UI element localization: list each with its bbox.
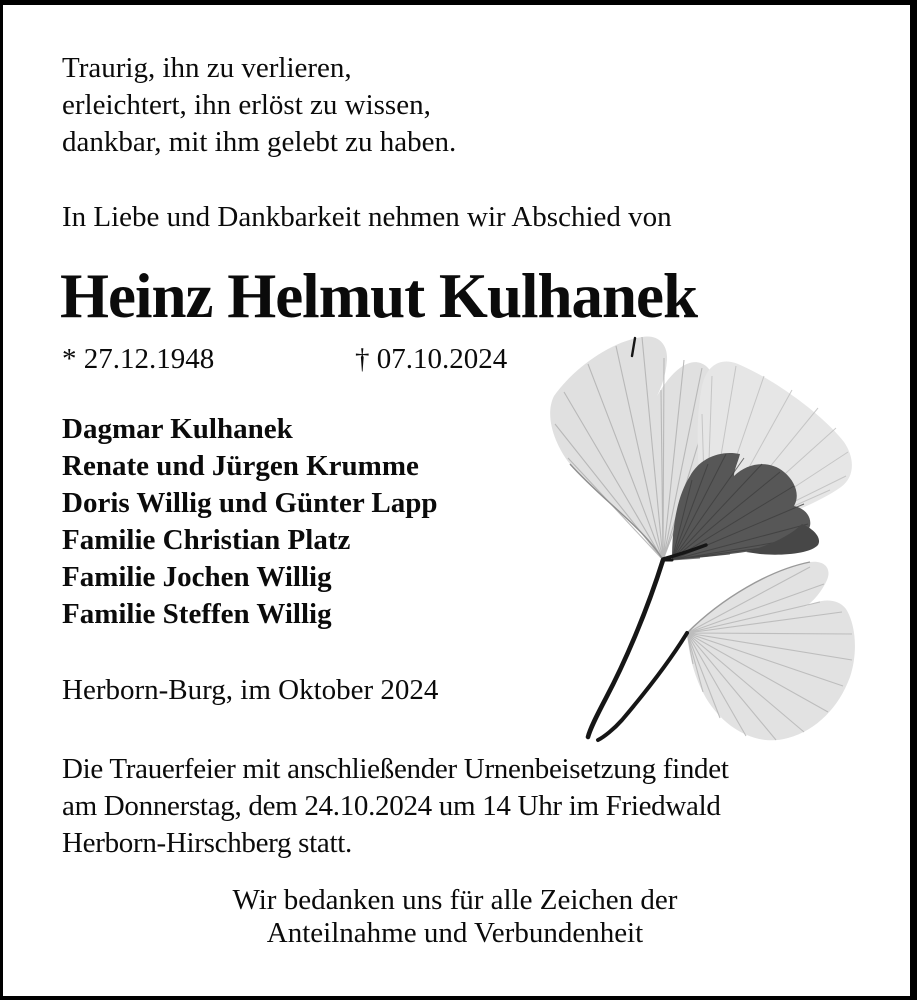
funeral-info: [62, 751, 729, 862]
ginkgo-leaves-image: [522, 330, 867, 748]
thanks-note: [62, 884, 848, 950]
funeral-info-line: Die Trauerfeier mit anschließender Urnenbeisetzung findet: [62, 753, 729, 785]
mourner: Doris Willig und Günter Lapp: [62, 487, 438, 519]
funeral-info-line: am Donnerstag, dem 24.10.2024 um 14 Uhr im Friedwald: [62, 790, 721, 822]
ginkgo-fan-lower-right: [687, 562, 855, 741]
mourner: Renate und Jürgen Krumme: [62, 450, 419, 482]
born-symbol: *: [62, 343, 77, 375]
mourners-list: [62, 411, 438, 633]
birth-date-value: 27.12.1948: [83, 343, 215, 375]
epigraph-line: erleichtert, ihn erlöst zu wissen,: [62, 89, 431, 121]
death-date-value: 07.10.2024: [376, 343, 508, 375]
place-and-date: Herborn-Burg, im Oktober 2024: [62, 674, 439, 706]
epigraph: [62, 50, 456, 161]
epigraph-line: Traurig, ihn zu verlieren,: [62, 52, 352, 84]
death-date: [355, 341, 507, 378]
epigraph-line: dankbar, mit ihm gelebt zu haben.: [62, 126, 457, 158]
birth-date: [62, 341, 214, 378]
cross-symbol: †: [355, 343, 370, 375]
mourner: Dagmar Kulhanek: [62, 413, 293, 445]
mourner: Familie Christian Platz: [62, 524, 351, 556]
thanks-line: Anteilnahme und Verbundenheit: [266, 917, 644, 949]
funeral-info-line: Herborn-Hirschberg statt.: [62, 827, 352, 859]
mourner: Familie Steffen Willig: [62, 598, 332, 630]
intro-line: In Liebe und Dankbarkeit nehmen wir Abschied von: [62, 201, 672, 233]
mourner: Familie Jochen Willig: [62, 561, 332, 593]
thanks-line: Wir bedanken uns für alle Zeichen der: [232, 884, 678, 916]
deceased-name: Heinz Helmut Kulhanek: [60, 261, 698, 331]
